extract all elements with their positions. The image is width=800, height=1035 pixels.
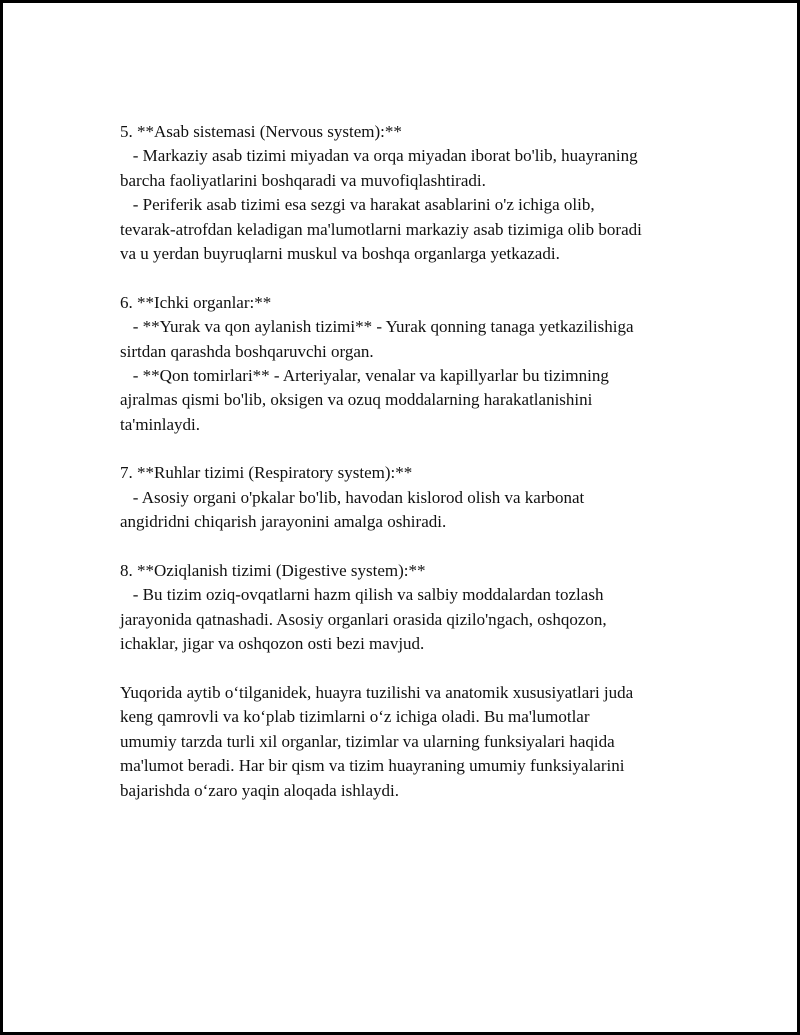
text-line: Yuqorida aytib o‘tilganidek, huayra tuzilishi va anatomik xususiyatlari juda bbox=[120, 682, 634, 702]
text-line: sirtdan qarashda boshqaruvchi organ. bbox=[120, 341, 374, 361]
paragraph-gap bbox=[120, 266, 700, 290]
text-line: bajarishda o‘zaro yaqin aloqada ishlaydi. bbox=[120, 780, 399, 800]
text-line: - Asosiy organi o'pkalar bo'lib, havodan kislorod olish va karbonat bbox=[120, 487, 585, 507]
section-internal-organs bbox=[120, 291, 700, 437]
document-body bbox=[120, 120, 700, 803]
text-line: umumiy tarzda turli xil organlar, tizimlar va ularning funksiyalari haqida bbox=[120, 731, 615, 751]
section-respiratory-system bbox=[120, 461, 700, 534]
text-line: - Markaziy asab tizimi miyadan va orqa miyadan iborat bo'lib, huayraning bbox=[120, 146, 638, 166]
section-heading: 6. **Ichki organlar:** bbox=[120, 292, 272, 312]
section-heading: 5. **Asab sistemasi (Nervous system):** bbox=[120, 122, 402, 141]
text-line: ichaklar, jigar va oshqozon osti bezi mavjud. bbox=[120, 634, 425, 654]
text-line: barcha faoliyatlarini boshqaradi va muvofiqlashtiradi. bbox=[120, 170, 486, 190]
text-line: angidridni chiqarish jarayonini amalga oshiradi. bbox=[120, 512, 447, 532]
paragraph-gap bbox=[120, 437, 700, 461]
text-line: - Bu tizim oziq-ovqatlarni hazm qilish va salbiy moddalardan tozlash bbox=[120, 585, 604, 605]
text-line: ajralmas qismi bo'lib, oksigen va ozuq moddalarning harakatlanishini bbox=[120, 390, 593, 410]
section-heading: 8. **Oziqlanish tizimi (Digestive system):** bbox=[120, 561, 426, 581]
paragraph-gap bbox=[120, 657, 700, 681]
text-line: va u yerdan buyruqlarni muskul va boshqa organlarga yetkazadi. bbox=[120, 243, 560, 263]
section-nervous-system bbox=[120, 120, 700, 266]
text-line: ma'lumot beradi. Har bir qism va tizim huayraning umumiy funksiyalarini bbox=[120, 756, 625, 776]
text-line: - Periferik asab tizimi esa sezgi va harakat asablarini o'z ichiga olib, bbox=[120, 195, 595, 215]
paragraph-gap bbox=[120, 535, 700, 559]
text-line: - **Yurak va qon aylanish tizimi** - Yurak qonning tanaga yetkazilishiga bbox=[120, 317, 634, 337]
text-line: jarayonida qatnashadi. Asosiy organlari orasida qizilo'ngach, oshqozon, bbox=[120, 609, 607, 629]
section-digestive-system bbox=[120, 559, 700, 657]
text-line: keng qamrovli va ko‘plab tizimlarni o‘z ichiga oladi. Bu ma'lumotlar bbox=[120, 707, 590, 727]
section-heading: 7. **Ruhlar tizimi (Respiratory system):** bbox=[120, 463, 413, 483]
text-line: ta'minlaydi. bbox=[120, 414, 201, 434]
section-conclusion bbox=[120, 681, 700, 803]
text-line: - **Qon tomirlari** - Arteriyalar, venalar va kapillyarlar bu tizimning bbox=[120, 365, 609, 385]
text-line: tevarak-atrofdan keladigan ma'lumotlarni markaziy asab tizimiga olib boradi bbox=[120, 219, 642, 239]
